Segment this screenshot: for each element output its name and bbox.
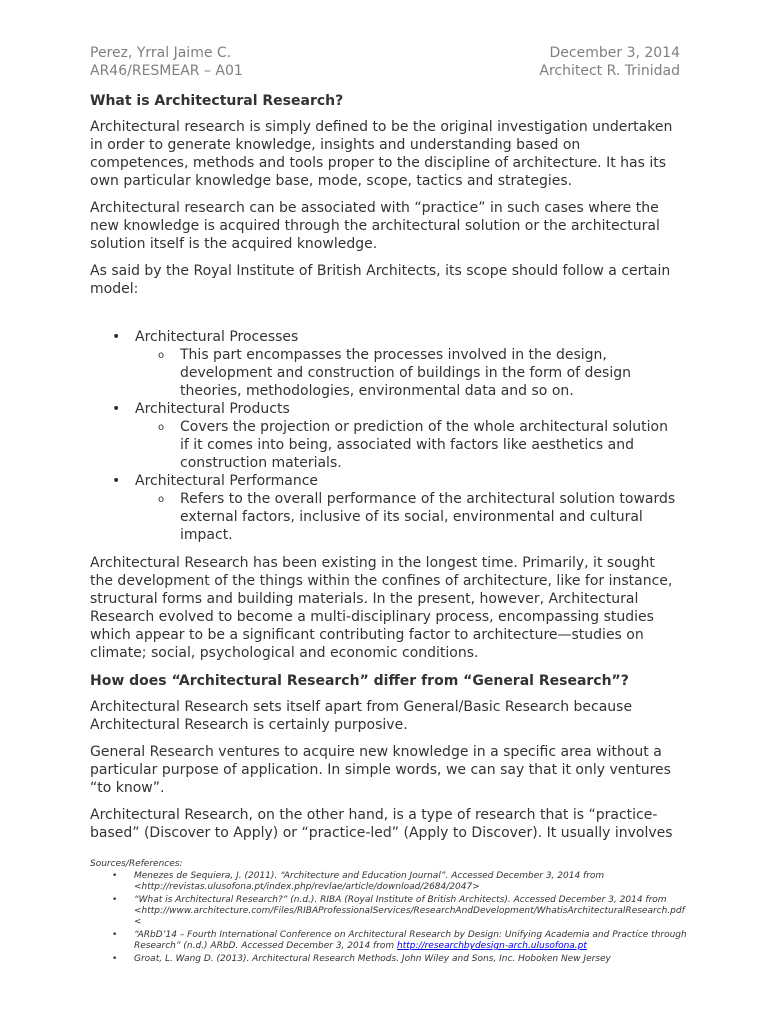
instructor-name: Architect R. Trinidad <box>539 63 680 79</box>
bullet-icon: • <box>112 930 118 940</box>
section-heading-differ: How does “Architectural Research” differ from “General Research”? <box>90 673 629 689</box>
header-left <box>90 44 243 80</box>
document-page <box>90 44 680 851</box>
document-header <box>90 44 680 80</box>
reference-text: Menezes de Sequiera, J. (2011). “Architecture and Education Journal”. Accessed December 3, 2014 from <http://revistas.ulusofona.pt/index.php/revlae/article/download/2684/2047> <box>134 871 605 892</box>
reference-item <box>90 930 690 952</box>
list-item-label: Architectural Performance <box>135 473 319 489</box>
reference-text: Groat, L. Wang D. (2013). Architectural Research Methods. John Wiley and Sons, Inc. Hoboken New Jersey <box>134 954 611 964</box>
bullet-icon: • <box>112 871 118 881</box>
sub-list-item-text: Refers to the overall performance of the architectural solution towards external factors, inclusive of its social, environmental and cultural impact. <box>180 491 676 543</box>
paragraph: General Research ventures to acquire new knowledge in a specific area without a particular purpose of application. In simple words, we can say that it only ventures “to know”. <box>90 744 671 796</box>
list-item-label: Architectural Products <box>135 401 290 417</box>
list-item <box>90 328 680 400</box>
sub-bullet-icon: o <box>158 422 165 433</box>
reference-item <box>90 871 690 893</box>
sub-list-item <box>135 418 680 472</box>
bullet-icon: • <box>112 954 118 964</box>
reference-text: “ARbD’14 – Fourth International Conference on Architectural Research by Design: Unifying Academia and Practice through Research” (n.d.) ARbD. Accessed December 3, 2014 from <box>134 930 687 951</box>
bullet-icon: • <box>112 329 121 345</box>
sub-list-item <box>135 346 680 400</box>
paragraph: Architectural research is simply defined to be the original investigation undertaken in order to generate knowledge, insights and understanding based on competences, methods and tools proper to the discipline of architecture. It has its own particular knowledge base, mode, scope, tactics and strategies. <box>90 119 673 189</box>
bullet-icon: • <box>112 473 121 489</box>
sources-title: Sources/References: <box>90 859 183 869</box>
sources-section <box>90 859 690 967</box>
reference-link[interactable]: http://researchbydesign-arch.ulusofona.pt <box>397 941 587 951</box>
bullet-icon: • <box>112 401 121 417</box>
sub-list <box>135 490 680 544</box>
reference-item <box>90 954 690 965</box>
document-date: December 3, 2014 <box>549 45 680 61</box>
sub-list-item-text: Covers the projection or prediction of the whole architectural solution if it comes into being, associated with factors like aesthetics and construction materials. <box>180 419 668 471</box>
section-heading-what-is: What is Architectural Research? <box>90 93 344 109</box>
paragraph: Architectural Research sets itself apart from General/Basic Research because Architectural Research is certainly purposive. <box>90 699 633 733</box>
bullet-icon: • <box>112 895 118 905</box>
paragraph: Architectural Research has been existing in the longest time. Primarily, it sought the development of the things within the confines of architecture, like for instance, structural forms and building materials. In the present, however, Architectural Research evolved to become a multi-disciplinary process, encompassing studies which appear to be a significant contributing factor to architecture—studies on climate; social, psychological and economic conditions. <box>90 555 673 661</box>
reference-text: “What is Architectural Research?” (n.d.). RIBA (Royal Institute of British Architects). Accessed December 3, 2014 from <http://www.architecture.com/Files/RIBAProfessionalServices/ResearchAndDevelopment/WhatisArchitecturalResearch.pdf < <box>134 895 685 927</box>
course-code: AR46/RESMEAR – A01 <box>90 63 243 79</box>
list-item <box>90 472 680 544</box>
sub-list <box>135 418 680 472</box>
paragraph: As said by the Royal Institute of British Architects, its scope should follow a certain model: <box>90 263 671 297</box>
paragraph: Architectural research can be associated with “practice” in such cases where the new knowledge is acquired through the architectural solution or the architectural solution itself is the acquired knowledge. <box>90 200 660 252</box>
sub-bullet-icon: o <box>158 350 165 361</box>
references-list <box>90 871 690 965</box>
author-name: Perez, Yrral Jaime C. <box>90 45 232 61</box>
scope-list <box>90 328 680 544</box>
header-right <box>539 44 680 80</box>
list-item-label: Architectural Processes <box>135 329 299 345</box>
sub-bullet-icon: o <box>158 494 165 505</box>
reference-item <box>90 895 690 928</box>
list-item <box>90 400 680 472</box>
sub-list <box>135 346 680 400</box>
paragraph: Architectural Research, on the other hand, is a type of research that is “practice-based” (Discover to Apply) or “practice-led” (Apply to Discover). It usually involves <box>90 807 673 841</box>
sub-list-item-text: This part encompasses the processes involved in the design, development and construction of buildings in the form of design theories, methodologies, environmental data and so on. <box>180 347 631 399</box>
sub-list-item <box>135 490 680 544</box>
